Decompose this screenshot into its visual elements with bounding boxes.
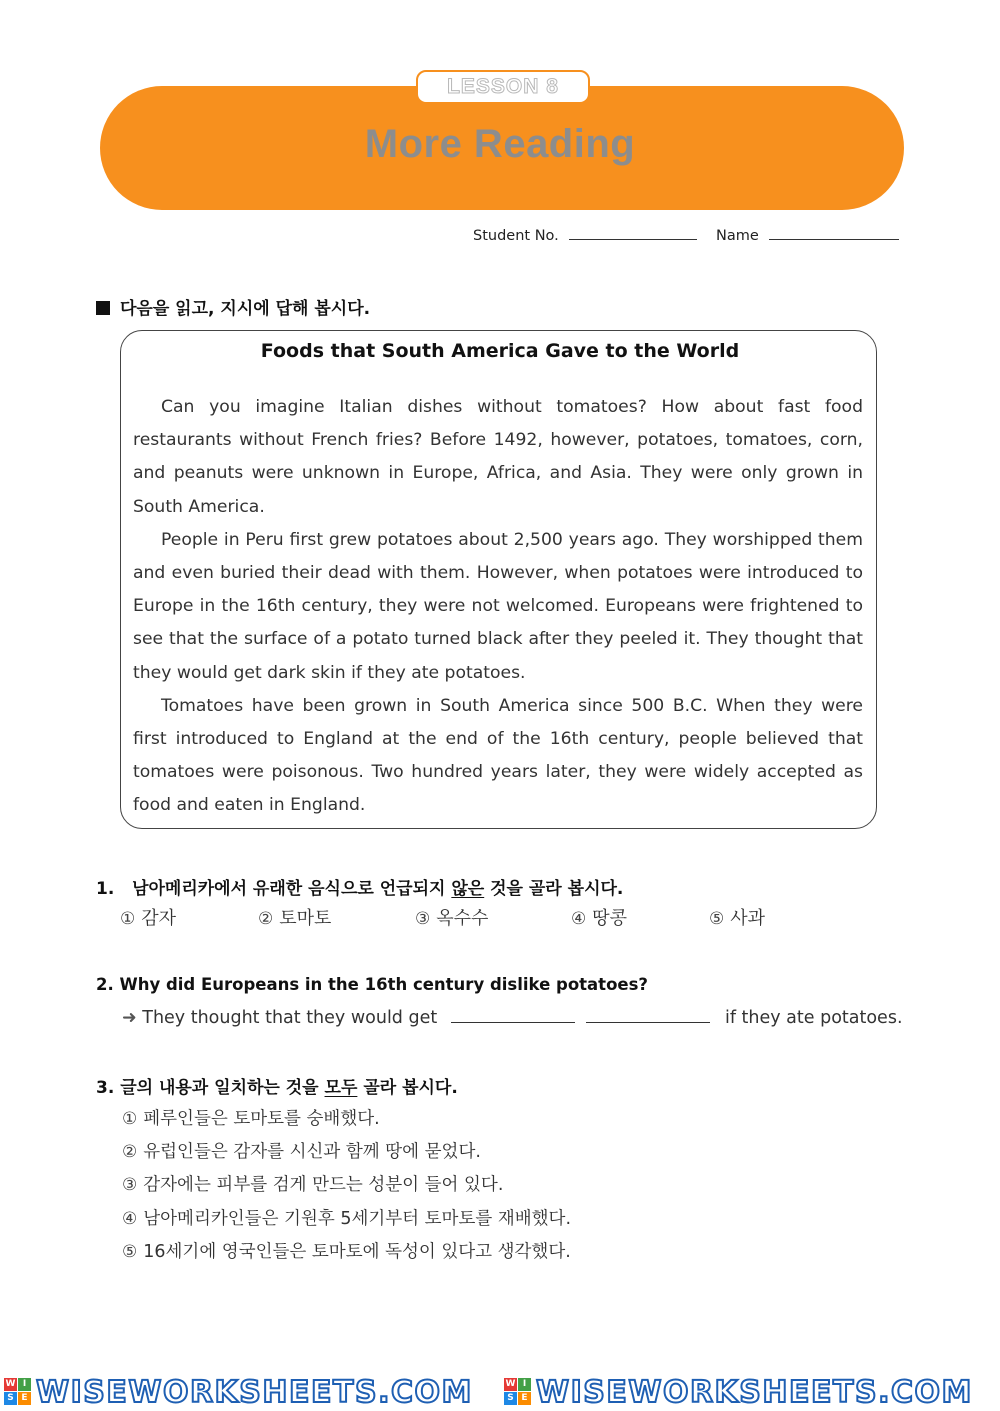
watermark-text: WISEWORKSHEETS.COM bbox=[536, 1375, 973, 1410]
name-blank[interactable] bbox=[769, 226, 899, 240]
student-no-blank[interactable] bbox=[569, 226, 697, 240]
instruction-text: 다음을 읽고, 지시에 답해 봅시다. bbox=[120, 299, 371, 319]
q3-option-4[interactable]: ④ 남아메리카인들은 기원후 5세기부터 토마토를 재배했다. bbox=[122, 1208, 572, 1229]
passage-paragraph: Tomatoes have been grown in South America since 500 B.C. When they were first introduced to England at the end of the 16th century, people believed that tomatoes were poisonous. Two hundred years later, they were widely accepted as food and eaten in England. bbox=[133, 695, 863, 816]
answer-blank-2[interactable] bbox=[586, 1007, 710, 1023]
question-2-answer bbox=[122, 1007, 903, 1028]
wiseworksheets-logo-icon: W I S E bbox=[4, 1378, 32, 1406]
q1-option-3[interactable]: ③ 옥수수 bbox=[415, 908, 489, 929]
arrow-right-icon: ➜ bbox=[122, 1008, 137, 1028]
question-1 bbox=[96, 874, 623, 899]
footer-watermark bbox=[0, 1374, 1000, 1411]
passage-paragraph: Can you imagine Italian dishes without tomatoes? How about fast food restaurants without French fries? Before 1492, however, potatoes, tomatoes, corn, and peanuts were unknown in Europe, Africa, and Asia. They were only grown in South America. bbox=[133, 397, 863, 517]
name-field bbox=[716, 226, 899, 244]
question-2: 2. Why did Europeans in the 16th century dislike potatoes? bbox=[96, 975, 648, 994]
q3-option-3[interactable]: ③ 감자에는 피부를 검게 만드는 성분이 들어 있다. bbox=[122, 1175, 504, 1196]
q3-option-5[interactable]: ⑤ 16세기에 영국인들은 토마토에 독성이 있다고 생각했다. bbox=[122, 1241, 571, 1262]
question-3-options bbox=[122, 1103, 571, 1269]
watermark-text: WISEWORKSHEETS.COM bbox=[36, 1375, 473, 1410]
passage-title: Foods that South America Gave to the World bbox=[260, 340, 740, 362]
answer-blank-1[interactable] bbox=[451, 1007, 575, 1023]
page-title: More Reading bbox=[364, 122, 636, 166]
answer-text-end: if they ate potatoes. bbox=[724, 1008, 903, 1028]
question-3-text: 3. 글의 내용과 일치하는 것을 bbox=[96, 1078, 319, 1098]
question-3-emphasis: 모두 bbox=[324, 1078, 358, 1098]
question-1-number: 1. bbox=[96, 879, 115, 899]
q1-option-1[interactable]: ① 감자 bbox=[120, 908, 177, 929]
question-1-emphasis: 않은 bbox=[451, 879, 485, 899]
name-label: Name bbox=[716, 228, 759, 244]
q3-option-2[interactable]: ② 유럽인들은 감자를 시신과 함께 땅에 묻었다. bbox=[122, 1142, 481, 1163]
question-3-text-end: 골라 봅시다. bbox=[363, 1078, 458, 1098]
passage-body bbox=[133, 391, 863, 823]
q1-option-5[interactable]: ⑤ 사과 bbox=[709, 908, 766, 929]
question-3 bbox=[96, 1073, 458, 1098]
watermark-block bbox=[504, 1374, 1000, 1411]
passage-paragraph: People in Peru first grew potatoes about 2,500 years ago. They worshipped them and even buried their dead with them. However, when potatoes were introduced to Europe in the 16th century, they were not welcomed. Europeans were frightened to see that the surface of a potato turned black after they peeled it. They thought that they would get dark skin if they ate potatoes. bbox=[133, 529, 863, 683]
answer-text-start: They thought that they would get bbox=[142, 1008, 438, 1028]
lesson-tab: LESSON 8 bbox=[416, 70, 590, 104]
wiseworksheets-logo-icon: W I S E bbox=[504, 1378, 532, 1406]
question-1-text: 남아메리카에서 유래한 음식으로 언급되지 bbox=[132, 879, 446, 899]
square-bullet-icon bbox=[96, 301, 110, 315]
student-no-label: Student No. bbox=[473, 228, 559, 244]
q3-option-1[interactable]: ① 페루인들은 토마토를 숭배했다. bbox=[122, 1109, 380, 1129]
q1-option-4[interactable]: ④ 땅콩 bbox=[571, 908, 628, 929]
question-1-options bbox=[120, 904, 920, 934]
watermark-block bbox=[4, 1374, 504, 1411]
instruction bbox=[96, 294, 370, 319]
question-1-text-end: 것을 골라 봅시다. bbox=[490, 879, 624, 899]
student-no-field bbox=[473, 226, 697, 244]
q1-option-2[interactable]: ② 토마토 bbox=[258, 908, 332, 929]
